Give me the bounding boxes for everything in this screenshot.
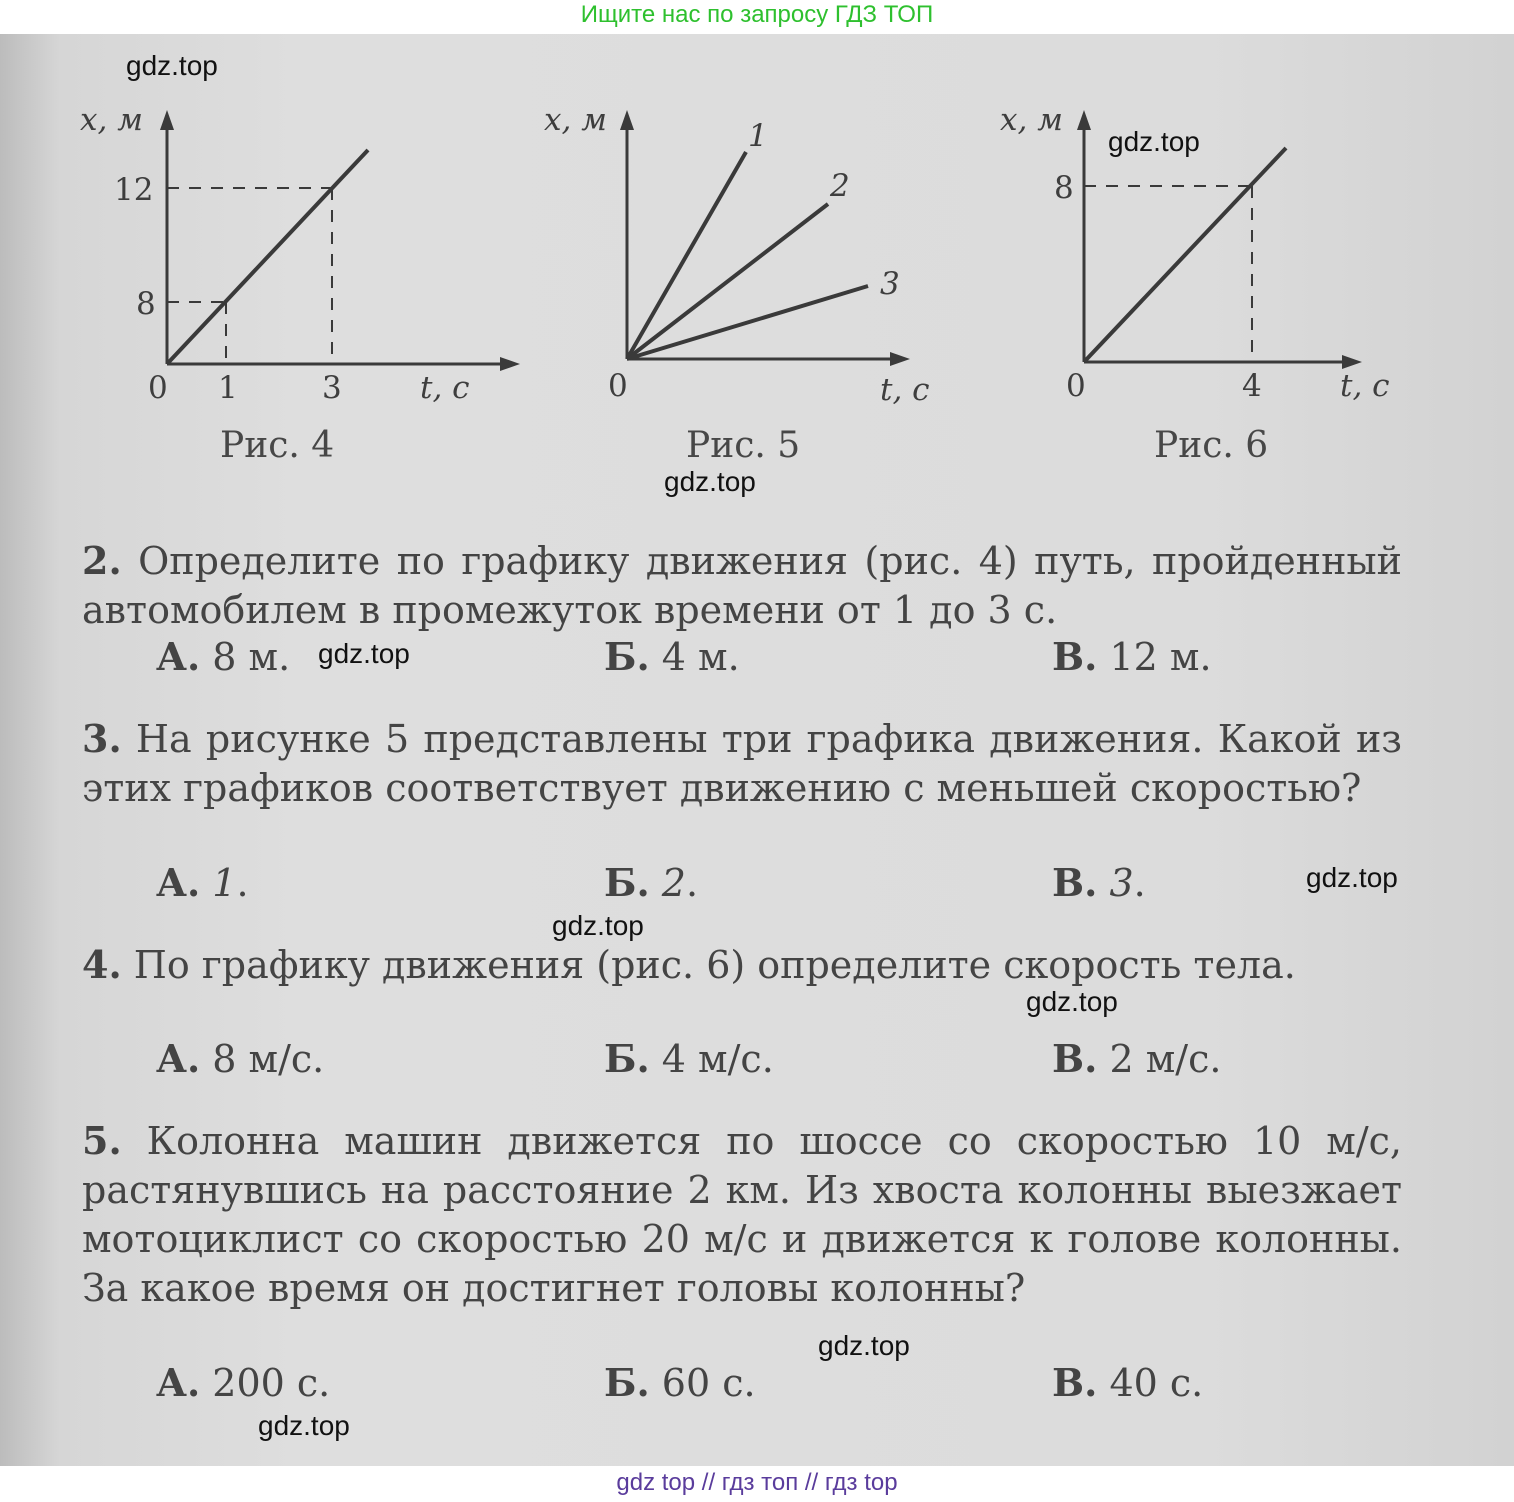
t-axis-arrow — [1342, 355, 1362, 369]
answer-c: В. 12 м. — [1052, 634, 1212, 679]
watermark: gdz.top — [126, 50, 218, 81]
x-tick-1: 1 — [218, 370, 238, 406]
x-axis-arrow — [620, 110, 634, 130]
question-5 — [82, 1116, 1402, 1313]
x-axis-label: t, с — [420, 370, 470, 406]
question-3 — [82, 714, 1402, 813]
x-tick-3: 3 — [322, 370, 342, 406]
question-number: 4. — [82, 942, 122, 987]
question-text: Колонна машин движется по шоссе со скоростью 10 м/с, растянувшись на расстояние 2 км. Из хвоста колонны выезжает мотоциклист со скоростью 20 м/с и движется к голове колонны. За какое время он достигнет головы колонны? — [82, 1119, 1402, 1310]
answer-a: А. 200 с. — [156, 1360, 331, 1405]
question-text: Определите по графику движения (рис. 4) путь, пройденный автомобилем в промежуток времени от 1 до 3 с. — [82, 539, 1402, 632]
answer-a: А. 8 м. — [156, 634, 291, 679]
y-axis-label: x, м — [544, 102, 607, 138]
question-number: 2. — [82, 538, 122, 583]
y-tick-8: 8 — [136, 286, 156, 322]
figure-4 — [80, 100, 500, 424]
motion-line — [167, 150, 368, 364]
question-number: 3. — [82, 716, 122, 761]
x-tick-4: 4 — [1242, 368, 1262, 404]
watermark: gdz.top — [258, 1410, 350, 1441]
motion-line-2 — [627, 204, 828, 359]
answer-c: В. 40 с. — [1052, 1360, 1204, 1405]
question-text: По графику движения (рис. 6) определите скорость тела. — [133, 943, 1296, 987]
y-tick-12: 12 — [114, 172, 154, 208]
figure-6-graph — [1000, 100, 1420, 420]
figure-4-graph — [80, 100, 500, 420]
x-axis-arrow — [160, 110, 174, 130]
figure-4-caption: Рис. 4 — [220, 425, 335, 466]
origin-label: 0 — [1066, 368, 1086, 404]
x-axis-arrow — [1077, 110, 1091, 130]
figure-5-graph — [540, 100, 960, 420]
line-label-3: 3 — [880, 266, 900, 302]
origin-label: 0 — [608, 368, 628, 404]
x-axis-label: t, с — [1340, 368, 1390, 404]
figure-5-caption: Рис. 5 — [686, 425, 801, 466]
t-axis-arrow — [890, 352, 910, 366]
answer-b: Б. 4 м. — [604, 634, 740, 679]
question-2 — [82, 536, 1402, 635]
watermark: gdz.top — [664, 466, 756, 497]
y-axis-label: x, м — [1000, 102, 1063, 138]
y-tick-8: 8 — [1054, 170, 1074, 206]
question-number: 5. — [82, 1118, 122, 1163]
answer-b: Б. 2. — [604, 860, 699, 905]
answer-b: Б. 60 с. — [604, 1360, 756, 1405]
question-text: На рисунке 5 представлены три графика движения. Какой из этих графиков соответствует движению с меньшей скоростью? — [82, 717, 1402, 810]
watermark: gdz.top — [1108, 126, 1200, 157]
line-label-1: 1 — [748, 118, 768, 154]
watermark: gdz.top — [1026, 986, 1118, 1017]
answer-c: В. 2 м/с. — [1052, 1036, 1222, 1081]
answer-b: Б. 4 м/с. — [604, 1036, 774, 1081]
figure-5 — [540, 100, 960, 424]
figure-6-caption: Рис. 6 — [1154, 425, 1269, 466]
watermark: gdz.top — [818, 1330, 910, 1361]
motion-line — [1084, 148, 1286, 362]
origin-label: 0 — [148, 370, 168, 406]
bottom-banner: gdz top // гдз топ // гдз top — [0, 1466, 1514, 1502]
answer-a: А. 8 м/с. — [156, 1036, 325, 1081]
watermark: gdz.top — [552, 910, 644, 941]
line-label-2: 2 — [830, 168, 850, 204]
answer-a: А. 1. — [156, 860, 249, 905]
top-banner: Ищите нас по запросу ГДЗ ТОП — [0, 0, 1514, 34]
question-4 — [82, 940, 1402, 990]
x-axis-label: t, с — [880, 372, 930, 408]
watermark: gdz.top — [318, 638, 410, 669]
answer-c: В. 3. — [1052, 860, 1146, 905]
figure-6 — [1000, 100, 1420, 424]
y-axis-label: x, м — [80, 102, 143, 138]
watermark: gdz.top — [1306, 862, 1398, 893]
